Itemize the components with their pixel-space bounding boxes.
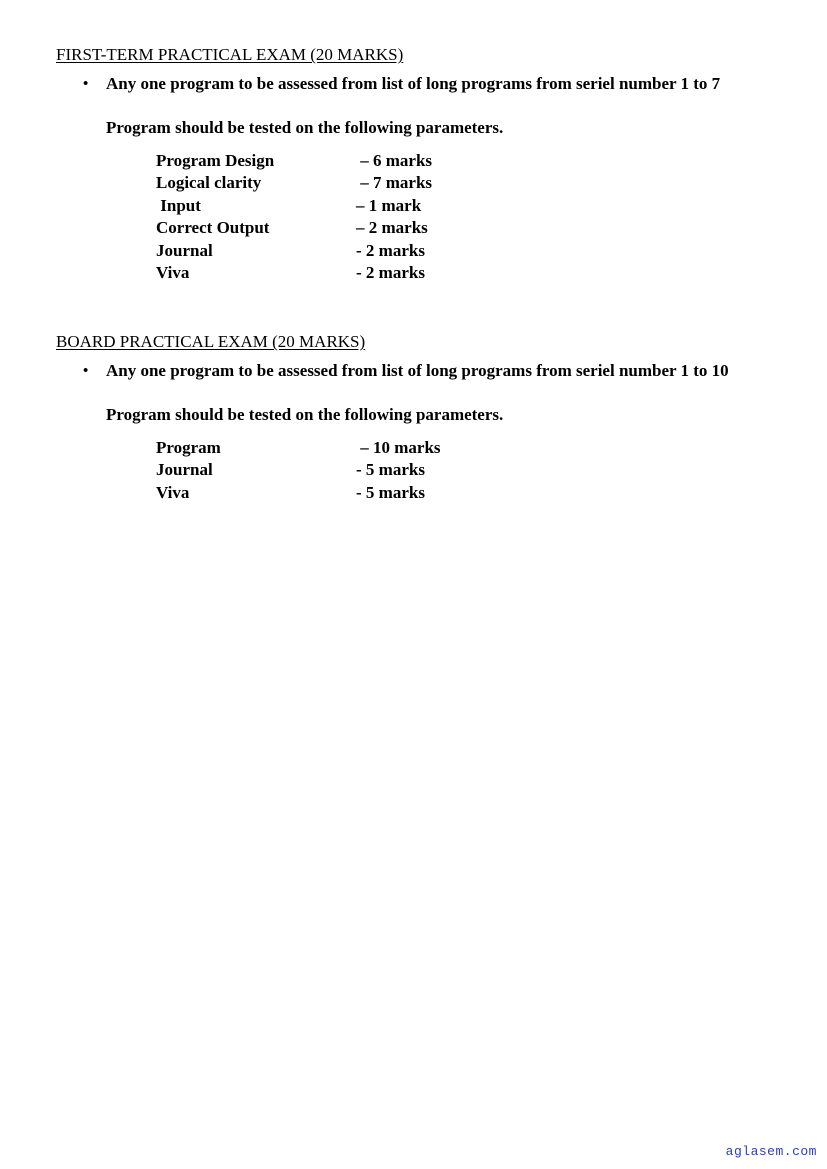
first-term-section xyxy=(56,44,786,284)
param-row xyxy=(156,240,786,262)
param-row xyxy=(156,437,786,459)
bullet-icon: • xyxy=(83,76,89,92)
section-heading: BOARD PRACTICAL EXAM (20 MARKS) xyxy=(56,332,366,351)
param-name: Correct Output xyxy=(156,218,270,238)
param-marks: – 2 marks xyxy=(356,218,428,238)
board-section xyxy=(56,331,786,504)
param-marks: – 1 mark xyxy=(356,195,422,215)
section-heading: FIRST-TERM PRACTICAL EXAM (20 MARKS) xyxy=(56,45,404,64)
param-name: Journal xyxy=(156,460,213,480)
param-marks: - 2 marks xyxy=(356,262,425,282)
param-row xyxy=(156,195,786,217)
param-marks: - 5 marks xyxy=(356,482,425,502)
param-name: Program xyxy=(156,438,221,457)
param-marks: – 6 marks xyxy=(356,151,433,170)
bullet-text: Any one program to be assessed from list of long programs from seriel number 1 to 10 xyxy=(106,361,729,380)
param-row xyxy=(156,482,786,504)
param-name: Viva xyxy=(156,482,190,502)
bullet-text: Any one program to be assessed from list of long programs from seriel number 1 to 7 xyxy=(106,74,721,93)
param-table xyxy=(56,150,786,284)
param-name: Input xyxy=(156,195,201,215)
param-name: Program Design xyxy=(156,151,275,170)
param-row xyxy=(156,262,786,284)
bullet-item xyxy=(56,360,776,382)
param-row xyxy=(156,172,786,194)
param-marks: – 10 marks xyxy=(356,438,441,457)
param-marks: – 7 marks xyxy=(356,173,433,193)
param-marks: - 5 marks xyxy=(356,460,425,480)
param-row xyxy=(156,217,786,239)
params-intro: Program should be tested on the following parameters. xyxy=(106,118,504,137)
param-row xyxy=(156,459,786,481)
footer-watermark-link[interactable]: aglasem.com xyxy=(725,1144,817,1159)
param-name: Journal xyxy=(156,240,213,260)
param-table xyxy=(56,437,786,504)
params-intro: Program should be tested on the following parameters. xyxy=(106,405,504,424)
bullet-icon: • xyxy=(83,363,89,379)
param-name: Viva xyxy=(156,262,190,282)
param-name: Logical clarity xyxy=(156,173,262,193)
param-row xyxy=(156,150,786,172)
param-marks: - 2 marks xyxy=(356,240,425,260)
bullet-item xyxy=(56,73,776,95)
